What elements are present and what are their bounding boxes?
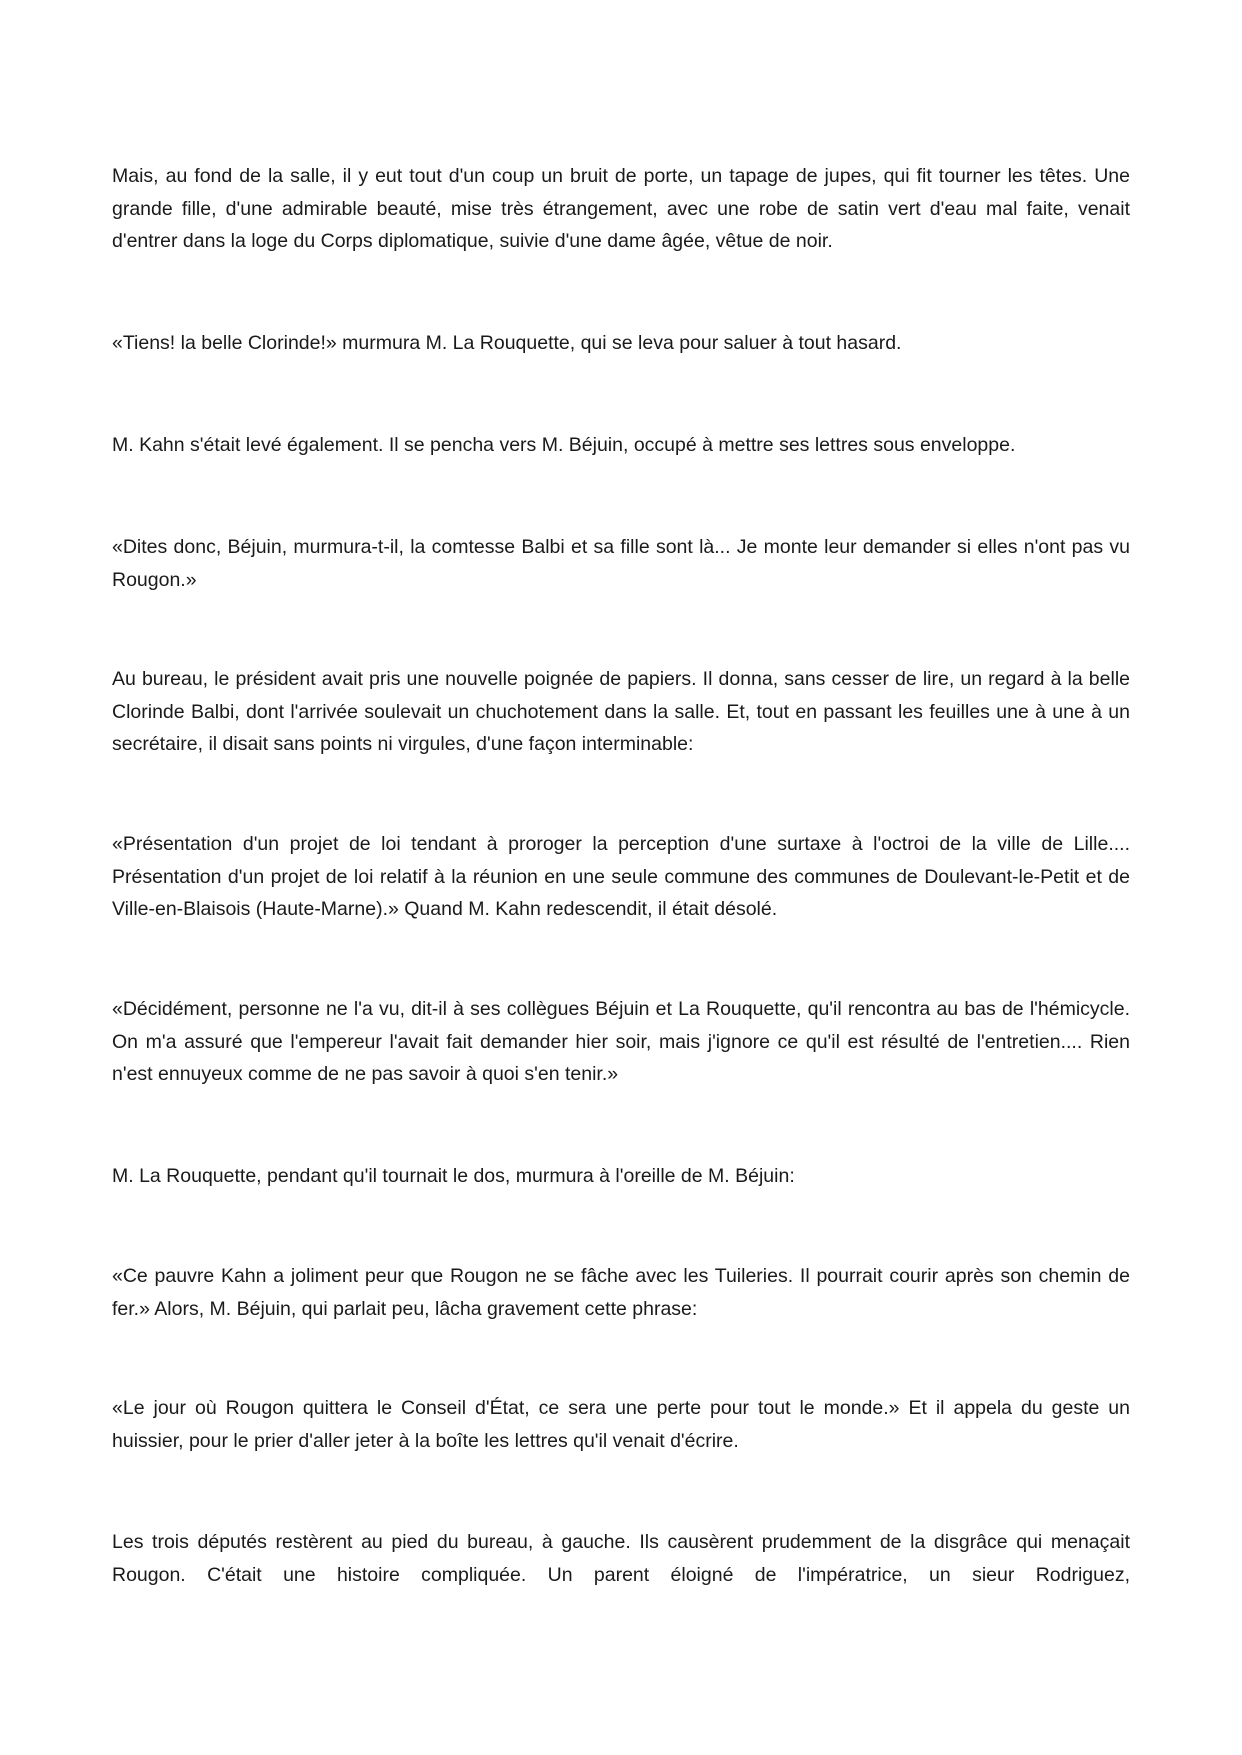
paragraph-1: Mais, au fond de la salle, il y eut tout d'un coup un bruit de porte, un tapage de jupes, qui fit tourner les têtes. Une grande fille, d'une admirable beauté, mise très étrangement, avec une robe de satin vert d'eau mal faite, venait d'entrer dans la loge du Corps diplomatique, suivie d'une dame âgée, vêtue de noir. (112, 165, 1130, 252)
paragraph-4: «Dites donc, Béjuin, murmura-t-il, la comtesse Balbi et sa fille sont là... Je monte leur demander si elles n'ont pas vu Rougon.» (112, 536, 1130, 591)
paragraph-9: «Ce pauvre Kahn a joliment peur que Rougon ne se fâche avec les Tuileries. Il pourrait courir après son chemin de fer.» Alors, M. Béjuin, qui parlait peu, lâcha gravement cette phrase: (112, 1265, 1130, 1320)
paragraph-8: M. La Rouquette, pendant qu'il tournait le dos, murmura à l'oreille de M. Béjuin: (112, 1165, 795, 1187)
paragraph-6: «Présentation d'un projet de loi tendant à proroger la perception d'une surtaxe à l'octroi de la ville de Lille.... Présentation d'un projet de loi relatif à la réunion en une seule commune des communes de Doulevant-le-Petit et de Ville-en-Blaisois (Haute-Marne).» Quand M. Kahn redescendit, il était désolé. (112, 833, 1130, 920)
paragraph-5: Au bureau, le président avait pris une nouvelle poignée de papiers. Il donna, sans cesser de lire, un regard à la belle Clorinde Balbi, dont l'arrivée soulevait un chuchotement dans la salle. Et, tout en passant les feuilles une à une à un secrétaire, il disait sans points ni virgules, d'une façon interminable: (112, 668, 1130, 755)
paragraph-11: Les trois députés restèrent au pied du bureau, à gauche. Ils causèrent prudemment de la disgrâce qui menaçait Rougon. C'était une histoire compliquée. Un parent éloigné de l'impératrice, un sieur Rodriguez, (112, 1531, 1130, 1586)
paragraph-10: «Le jour où Rougon quittera le Conseil d'État, ce sera une perte pour tout le monde.» Et il appela du geste un huissier, pour le prier d'aller jeter à la boîte les lettres qu'il venait d'écrire. (112, 1397, 1130, 1452)
paragraph-7: «Décidément, personne ne l'a vu, dit-il à ses collègues Béjuin et La Rouquette, qu'il rencontra au bas de l'hémicycle. On m'a assuré que l'empereur l'avait fait demander hier soir, mais j'ignore ce qu'il est résulté de l'entretien.... Rien n'est ennuyeux comme de ne pas savoir à quoi s'en tenir.» (112, 998, 1130, 1085)
paragraph-3: M. Kahn s'était levé également. Il se pencha vers M. Béjuin, occupé à mettre ses lettres sous enveloppe. (112, 434, 1016, 456)
paragraph-2: «Tiens! la belle Clorinde!» murmura M. La Rouquette, qui se leva pour saluer à tout hasard. (112, 332, 902, 354)
